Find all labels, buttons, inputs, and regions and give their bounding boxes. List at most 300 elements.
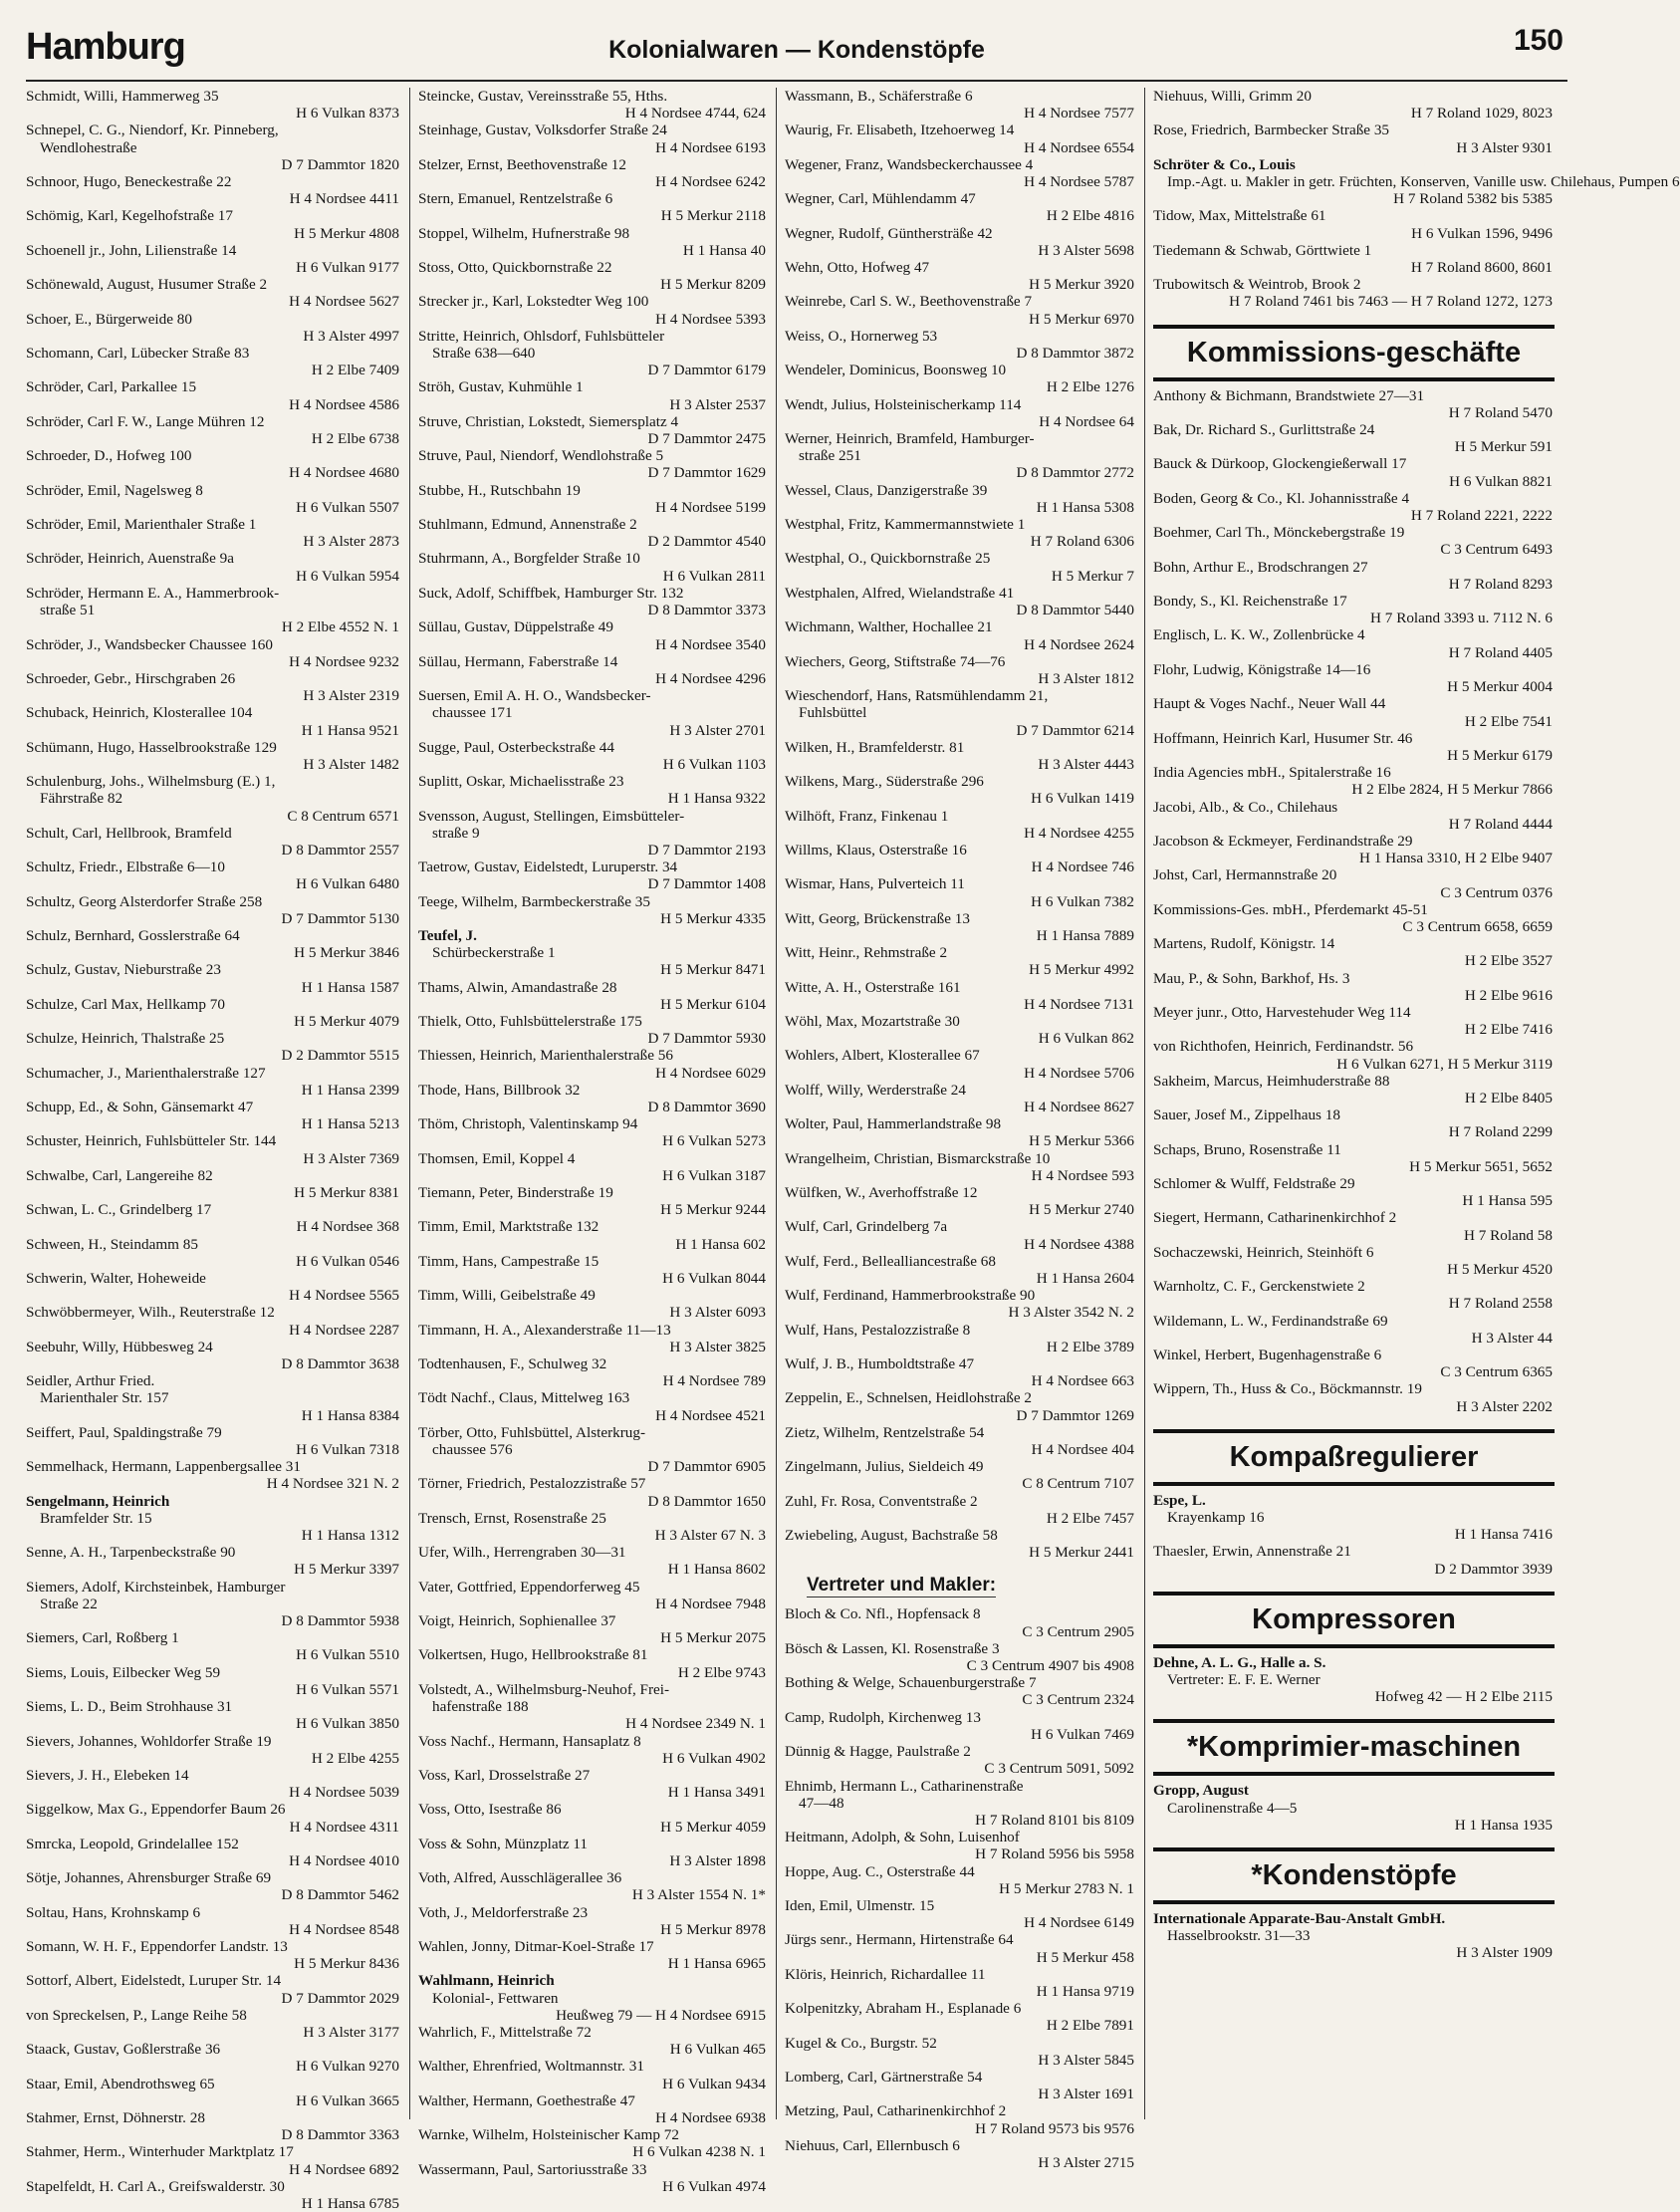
entry-phone: Hofweg 42 — H 2 Elbe 2115 bbox=[1374, 1688, 1553, 1706]
entry-name: Kolpenitzky, Abraham H., Esplanade 6 bbox=[785, 2000, 1022, 2018]
entry-phone: H 6 Vulkan 5507 bbox=[296, 498, 399, 516]
directory-entry bbox=[1153, 833, 1555, 866]
entry-phone: D 7 Dammtor 2029 bbox=[281, 1989, 399, 2007]
entry-name: Wulf, Hans, Pestalozzistraße 8 bbox=[785, 1321, 971, 1339]
entry-name: Schumacher, J., Marienthalerstraße 127 bbox=[26, 1064, 266, 1082]
entry-name: Dünnig & Hagge, Paulstraße 2 bbox=[785, 1743, 971, 1761]
directory-entry bbox=[418, 413, 768, 447]
entry-phone: H 3 Alster 3825 bbox=[669, 1338, 766, 1355]
entry-name: Rose, Friedrich, Barmbecker Straße 35 bbox=[1153, 122, 1390, 139]
directory-entry bbox=[26, 1304, 401, 1338]
entry-name: von Richthofen, Heinrich, Ferdinandstr. 56 bbox=[1153, 1038, 1414, 1056]
directory-entry bbox=[26, 345, 401, 378]
entry-phone: H 5 Merkur 5366 bbox=[1029, 1132, 1134, 1150]
directory-entry bbox=[26, 1801, 401, 1835]
entry-name: Witt, Heinr., Rehmstraße 2 bbox=[785, 944, 948, 962]
directory-entry bbox=[418, 773, 768, 807]
entry-name: Internationale Apparate-Bau-Anstalt GmbH. bbox=[1153, 1910, 1446, 1928]
entry-phone: H 2 Elbe 9616 bbox=[1464, 986, 1553, 1004]
entry-name: Timm, Emil, Marktstraße 132 bbox=[418, 1218, 600, 1236]
entry-name: Suplitt, Oskar, Michaelisstraße 23 bbox=[418, 773, 624, 791]
entry-phone: H 6 Vulkan 3665 bbox=[296, 2091, 399, 2109]
directory-entry bbox=[26, 1201, 401, 1235]
directory-entry bbox=[418, 1218, 768, 1252]
entry-phone: H 3 Alster 2701 bbox=[669, 721, 766, 739]
entry-name: Jacobi, Alb., & Co., Chilehaus bbox=[1153, 798, 1338, 816]
entry-phone: H 6 Vulkan 9434 bbox=[662, 2075, 766, 2092]
entry-name: Westphal, O., Quickbornstraße 25 bbox=[785, 550, 991, 568]
directory-entry bbox=[785, 1322, 1136, 1355]
section-topic: Kolonialwaren — Kondenstöpfe bbox=[608, 36, 985, 64]
entry-name: Suck, Adolf, Schiffbek, Hamburger Str. 132 bbox=[418, 584, 684, 602]
entry-name: Schümann, Hugo, Hasselbrookstraße 129 bbox=[26, 738, 277, 756]
entry-phone: H 3 Alster 7369 bbox=[303, 1149, 399, 1167]
directory-entry bbox=[785, 1287, 1136, 1321]
directory-entry bbox=[26, 1664, 401, 1698]
directory-entry bbox=[418, 1904, 768, 1938]
entry-name: Timmann, H. A., Alexanderstraße 11—13 bbox=[418, 1321, 671, 1339]
column-4 bbox=[1144, 88, 1680, 2119]
directory-entry bbox=[26, 550, 401, 584]
directory-entry bbox=[418, 1801, 768, 1835]
entry-phone: C 3 Centrum 6658, 6659 bbox=[1402, 917, 1553, 935]
entry-phone: H 5 Merkur 9244 bbox=[660, 1201, 766, 1219]
entry-phone: H 1 Hansa 9322 bbox=[667, 790, 766, 808]
directory-entry bbox=[418, 808, 768, 860]
entry-continuation: hafenstraße 188 bbox=[432, 1698, 529, 1716]
entry-phone: H 6 Vulkan 465 bbox=[669, 2041, 766, 2059]
entry-phone: H 1 Hansa 5308 bbox=[1036, 498, 1134, 516]
directory-entry bbox=[785, 1527, 1136, 1561]
directory-entry bbox=[785, 362, 1136, 395]
entry-phone: H 3 Alster 1812 bbox=[1038, 669, 1134, 687]
entry-name: Iden, Emil, Ulmenstr. 15 bbox=[785, 1896, 935, 1914]
entry-phone: H 6 Vulkan 0546 bbox=[296, 1252, 399, 1270]
entry-phone: H 4 Nordsee 663 bbox=[1031, 1372, 1134, 1390]
directory-entry bbox=[418, 653, 768, 687]
page-number: 150 bbox=[1513, 24, 1563, 57]
directory-entry bbox=[26, 739, 401, 773]
entry-phone: H 5 Merkur 4335 bbox=[660, 909, 766, 927]
entry-phone: H 4 Nordsee 4296 bbox=[655, 669, 766, 687]
entry-phone: H 6 Vulkan 7469 bbox=[1031, 1725, 1134, 1743]
entry-phone: D 8 Dammtor 2772 bbox=[1016, 464, 1134, 482]
category-heading: *Komprimier-maschinen bbox=[1153, 1719, 1555, 1776]
directory-entry bbox=[26, 1733, 401, 1767]
directory-entry bbox=[418, 1184, 768, 1218]
directory-entry bbox=[1153, 970, 1555, 1004]
directory-entry bbox=[785, 1013, 1136, 1047]
directory-entry bbox=[785, 739, 1136, 773]
entry-phone: H 3 Alster 2202 bbox=[1456, 1397, 1553, 1415]
entry-name: Svensson, August, Stellingen, Eimsbütteler- bbox=[418, 807, 685, 825]
directory-entry bbox=[1153, 276, 1555, 310]
entry-name: Schlomer & Wulff, Feldstraße 29 bbox=[1153, 1174, 1355, 1192]
directory-entry bbox=[785, 1743, 1136, 1777]
entry-phone: D 8 Dammtor 2557 bbox=[281, 841, 399, 859]
entry-name: Winkel, Herbert, Bugenhagenstraße 6 bbox=[1153, 1347, 1382, 1364]
entry-name: Witte, A. H., Osterstraße 161 bbox=[785, 978, 961, 996]
entry-phone: H 4 Nordsee 2287 bbox=[289, 1321, 399, 1339]
directory-entry bbox=[785, 1829, 1136, 1862]
entry-phone: H 1 Hansa 9719 bbox=[1036, 1982, 1134, 2000]
entry-name: Schröder, J., Wandsbecker Chaussee 160 bbox=[26, 635, 273, 653]
entry-name: Weinrebe, Carl S. W., Beethovenstraße 7 bbox=[785, 293, 1033, 311]
entry-phone: D 8 Dammtor 3690 bbox=[647, 1098, 766, 1115]
directory-entry bbox=[26, 1099, 401, 1132]
entry-name: Schröder, Emil, Nagelsweg 8 bbox=[26, 481, 203, 499]
entry-phone: H 2 Elbe 7541 bbox=[1464, 712, 1553, 730]
entry-phone: C 3 Centrum 2324 bbox=[1022, 1691, 1134, 1709]
page-header bbox=[26, 22, 1567, 82]
directory-entry bbox=[785, 156, 1136, 190]
directory-entry bbox=[26, 1493, 401, 1545]
entry-phone: H 7 Roland 8101 bis 8109 bbox=[975, 1811, 1134, 1829]
directory-entry bbox=[418, 618, 768, 652]
entry-name: Schoenell jr., John, Lilienstraße 14 bbox=[26, 241, 237, 259]
entry-name: Thiessen, Heinrich, Marienthalerstraße 56 bbox=[418, 1047, 673, 1065]
entry-phone: H 6 Vulkan 6271, H 5 Merkur 3119 bbox=[1336, 1055, 1553, 1073]
entry-name: Schulz, Gustav, Nieburstraße 23 bbox=[26, 961, 221, 979]
entry-name: Niehuus, Willi, Grimm 20 bbox=[1153, 88, 1312, 105]
directory-entry bbox=[26, 311, 401, 345]
entry-name: Stelzer, Ernst, Beethovenstraße 12 bbox=[418, 155, 626, 173]
entry-phone: H 6 Vulkan 7318 bbox=[296, 1441, 399, 1459]
entry-name: Struve, Christian, Lokstedt, Siemersplatz 4 bbox=[418, 412, 679, 430]
directory-entry bbox=[1153, 866, 1555, 900]
entry-phone: H 2 Elbe 3527 bbox=[1464, 952, 1553, 970]
entry-phone: C 8 Centrum 7107 bbox=[1022, 1475, 1134, 1493]
entry-continuation: Straße 638—640 bbox=[432, 345, 536, 363]
entry-phone: H 5 Merkur 3920 bbox=[1029, 276, 1134, 294]
entry-phone: D 8 Dammtor 3638 bbox=[281, 1355, 399, 1373]
entry-phone: D 7 Dammtor 1408 bbox=[647, 875, 766, 893]
entry-name: Sakheim, Marcus, Heimhuderstraße 88 bbox=[1153, 1072, 1390, 1090]
entry-phone: H 4 Nordsee 4744, 624 bbox=[624, 105, 766, 123]
entry-name: Werner, Heinrich, Bramfeld, Hamburger- bbox=[785, 430, 1035, 448]
directory-entry bbox=[418, 927, 768, 979]
entry-name: Schult, Carl, Hellbrook, Bramfeld bbox=[26, 824, 232, 842]
entry-phone: H 2 Elbe 7457 bbox=[1046, 1509, 1134, 1527]
directory-entry bbox=[785, 1115, 1136, 1149]
directory-entry bbox=[26, 2041, 401, 2075]
entry-name: Schwöbbermeyer, Wilh., Reuterstraße 12 bbox=[26, 1304, 275, 1322]
entry-phone: H 1 Hansa 1935 bbox=[1454, 1816, 1553, 1834]
entry-name: Wilkens, Marg., Süderstraße 296 bbox=[785, 773, 984, 791]
directory-entry bbox=[26, 2007, 401, 2041]
entry-continuation: chaussee 576 bbox=[432, 1441, 513, 1459]
entry-name: Flohr, Ludwig, Königstraße 14—16 bbox=[1153, 660, 1371, 678]
entry-name: Törber, Otto, Fuhlsbüttel, Alsterkrug- bbox=[418, 1423, 646, 1441]
directory-entry bbox=[418, 979, 768, 1013]
directory-entry bbox=[785, 550, 1136, 584]
directory-entry bbox=[1153, 661, 1555, 695]
directory-entry bbox=[1153, 935, 1555, 969]
entry-phone: H 6 Vulkan 862 bbox=[1038, 1030, 1134, 1048]
directory-entry bbox=[785, 225, 1136, 259]
entry-name: Bak, Dr. Richard S., Gurlittstraße 24 bbox=[1153, 421, 1375, 439]
directory-entry bbox=[785, 585, 1136, 618]
entry-name: Wahlen, Jonny, Ditmar-Koel-Straße 17 bbox=[418, 1937, 654, 1955]
directory-entry bbox=[418, 328, 768, 379]
entry-name: Stuhlmann, Edmund, Annenstraße 2 bbox=[418, 516, 637, 534]
directory-entry bbox=[1153, 1004, 1555, 1038]
directory-entry bbox=[785, 430, 1136, 482]
directory-entry bbox=[1153, 455, 1555, 489]
directory-entry bbox=[785, 122, 1136, 155]
entry-name: Staack, Gustav, Goßlerstraße 36 bbox=[26, 2041, 221, 2059]
directory-entry bbox=[785, 979, 1136, 1013]
directory-entry bbox=[418, 88, 768, 122]
directory-entry bbox=[26, 88, 401, 122]
entry-phone: H 6 Vulkan 5273 bbox=[662, 1132, 766, 1150]
entry-phone: H 4 Nordsee 5199 bbox=[655, 498, 766, 516]
entry-continuation: Vertreter: E. F. E. Werner bbox=[1167, 1671, 1320, 1689]
directory-entry bbox=[26, 2076, 401, 2109]
entry-name: Schaps, Bruno, Rosenstraße 11 bbox=[1153, 1140, 1341, 1158]
directory-entry bbox=[26, 585, 401, 636]
entry-phone: D 8 Dammtor 5462 bbox=[281, 1886, 399, 1904]
entry-phone: D 2 Dammtor 5515 bbox=[281, 1047, 399, 1065]
entry-phone: H 4 Nordsee 404 bbox=[1031, 1441, 1134, 1459]
entry-phone: H 4 Nordsee 4255 bbox=[1024, 824, 1134, 842]
directory-entry bbox=[418, 2126, 768, 2160]
entry-continuation: Hasselbrookstr. 31—33 bbox=[1167, 1927, 1311, 1945]
entry-list bbox=[1153, 1782, 1555, 1834]
directory-entry bbox=[418, 1355, 768, 1389]
directory-entry bbox=[26, 961, 401, 995]
entry-phone: D 7 Dammtor 6179 bbox=[647, 362, 766, 379]
entry-phone: H 7 Roland 4405 bbox=[1448, 643, 1553, 661]
directory-entry bbox=[418, 156, 768, 190]
entry-name: Siems, L. D., Beim Strohhause 31 bbox=[26, 1698, 233, 1716]
directory-entry bbox=[785, 1424, 1136, 1458]
entry-name: Walther, Ehrenfried, Woltmannstr. 31 bbox=[418, 2058, 644, 2076]
directory-entry bbox=[418, 1253, 768, 1287]
directory-entry bbox=[418, 1389, 768, 1423]
directory-entry bbox=[785, 1150, 1136, 1184]
directory-entry bbox=[26, 636, 401, 670]
entry-name: Kommissions-Ges. mbH., Pferdemarkt 45-51 bbox=[1153, 900, 1428, 918]
entry-phone: C 3 Centrum 5091, 5092 bbox=[984, 1760, 1134, 1778]
directory-entry bbox=[418, 1681, 768, 1733]
entry-phone: H 1 Hansa 2604 bbox=[1036, 1270, 1134, 1288]
directory-entry bbox=[1153, 1347, 1555, 1380]
entry-phone: D 2 Dammtor 3939 bbox=[1434, 1560, 1553, 1578]
entry-phone: H 6 Vulkan 4238 N. 1 bbox=[632, 2143, 766, 2161]
entry-name: Weiss, O., Hornerweg 53 bbox=[785, 327, 938, 345]
entry-phone: H 5 Merkur 3397 bbox=[294, 1561, 399, 1579]
directory-entry bbox=[26, 1767, 401, 1801]
directory-entry bbox=[418, 1475, 768, 1509]
entry-phone: H 1 Hansa 8384 bbox=[301, 1406, 399, 1424]
entry-phone: H 6 Vulkan 1596, 9496 bbox=[1411, 224, 1553, 242]
entry-name: Schönewald, August, Husumer Straße 2 bbox=[26, 276, 268, 294]
directory-entry bbox=[26, 1629, 401, 1663]
entry-name: Senne, A. H., Tarpenbeckstraße 90 bbox=[26, 1544, 236, 1562]
directory-entry bbox=[1153, 593, 1555, 626]
column-2 bbox=[409, 88, 776, 2195]
directory-entry bbox=[418, 1082, 768, 1115]
directory-entry bbox=[785, 1047, 1136, 1081]
entry-name: Schulze, Heinrich, Thalstraße 25 bbox=[26, 1030, 225, 1048]
entry-name: Zingelmann, Julius, Sieldeich 49 bbox=[785, 1458, 984, 1476]
entry-name: Wessel, Claus, Danzigerstraße 39 bbox=[785, 481, 988, 499]
entry-name: Sottorf, Albert, Eidelstedt, Luruper Str. 14 bbox=[26, 1972, 282, 1990]
entry-phone: H 5 Merkur 6104 bbox=[660, 995, 766, 1013]
directory-entry bbox=[1153, 626, 1555, 660]
directory-entry bbox=[26, 2109, 401, 2143]
directory-entry bbox=[1153, 1141, 1555, 1175]
directory-entry bbox=[26, 704, 401, 738]
entry-phone: C 8 Centrum 6571 bbox=[287, 807, 399, 825]
directory-entry bbox=[1153, 1910, 1555, 1962]
entry-phone: D 8 Dammtor 5440 bbox=[1016, 602, 1134, 619]
entry-continuation: chaussee 171 bbox=[432, 704, 513, 722]
entry-name: Schween, H., Steindamm 85 bbox=[26, 1235, 198, 1253]
entry-name: Stapelfeldt, H. Carl A., Greifswalderstr. 30 bbox=[26, 2177, 285, 2195]
entry-continuation: 47—48 bbox=[799, 1794, 844, 1812]
entry-name: Kugel & Co., Burgstr. 52 bbox=[785, 2034, 937, 2052]
entry-list bbox=[1153, 1910, 1555, 1962]
entry-name: Zietz, Wilhelm, Rentzelstraße 54 bbox=[785, 1423, 985, 1441]
columns bbox=[26, 88, 1680, 2212]
directory-entry bbox=[1153, 242, 1555, 276]
directory-entry bbox=[26, 1236, 401, 1270]
entry-phone: H 4 Nordsee 4311 bbox=[289, 1818, 399, 1836]
directory-entry bbox=[1153, 730, 1555, 764]
directory-entry bbox=[26, 1065, 401, 1099]
entry-name: Mau, P., & Sohn, Barkhof, Hs. 3 bbox=[1153, 969, 1350, 987]
directory-entry bbox=[785, 944, 1136, 978]
directory-entry bbox=[785, 842, 1136, 875]
directory-entry bbox=[418, 447, 768, 481]
entry-name: Wassmann, B., Schäferstraße 6 bbox=[785, 88, 973, 105]
entry-name: Schulenburg, Johs., Wilhelmsburg (E.) 1, bbox=[26, 773, 276, 791]
directory-entry bbox=[418, 259, 768, 293]
entry-name: Schroeder, D., Hofweg 100 bbox=[26, 447, 192, 465]
entry-phone: H 3 Alster 2873 bbox=[303, 533, 399, 551]
directory-entry bbox=[785, 1605, 1136, 1639]
directory-entry bbox=[418, 190, 768, 224]
directory-entry bbox=[1153, 559, 1555, 593]
entry-name: Schwalbe, Carl, Langereihe 82 bbox=[26, 1166, 213, 1184]
directory-entry bbox=[785, 1253, 1136, 1287]
entry-name: Schultz, Georg Alsterdorfer Straße 258 bbox=[26, 892, 263, 910]
entry-list bbox=[1153, 88, 1680, 311]
directory-entry bbox=[418, 550, 768, 584]
directory-entry bbox=[785, 2000, 1136, 2034]
entry-phone: H 4 Nordsee 4010 bbox=[289, 1851, 399, 1869]
entry-phone: H 1 Hansa 9521 bbox=[301, 721, 399, 739]
entry-phone: D 7 Dammtor 1629 bbox=[647, 464, 766, 482]
directory-entry bbox=[418, 1938, 768, 1972]
directory-entry bbox=[26, 1904, 401, 1938]
entry-name: Timm, Hans, Campestraße 15 bbox=[418, 1252, 600, 1270]
entry-name: Vater, Gottfried, Eppendorferweg 45 bbox=[418, 1578, 640, 1596]
directory-entry bbox=[785, 1184, 1136, 1218]
entry-phone: H 2 Elbe 2824, H 5 Merkur 7866 bbox=[1351, 781, 1553, 799]
directory-entry bbox=[418, 1579, 768, 1612]
entry-phone: H 7 Roland 2221, 2222 bbox=[1410, 507, 1553, 525]
entry-phone: D 7 Dammtor 5930 bbox=[647, 1030, 766, 1048]
entry-name: Schulze, Carl Max, Hellkamp 70 bbox=[26, 995, 225, 1013]
entry-phone: H 7 Roland 8600, 8601 bbox=[1410, 259, 1553, 277]
directory-entry bbox=[1153, 1782, 1555, 1834]
entry-phone: H 4 Nordsee 4680 bbox=[289, 464, 399, 482]
entry-name: Wulf, Carl, Grindelberg 7a bbox=[785, 1218, 948, 1236]
directory-entry bbox=[1153, 764, 1555, 798]
entry-name: Hoppe, Aug. C., Osterstraße 44 bbox=[785, 1862, 975, 1880]
entry-phone: C 3 Centrum 4907 bis 4908 bbox=[966, 1657, 1134, 1675]
entry-continuation: Imp.-Agt. u. Makler in getr. Früchten, Konserven, Vanille usw. Chilehaus, Pumpen 6 bbox=[1167, 173, 1680, 191]
directory-entry bbox=[1153, 1209, 1555, 1243]
directory-entry bbox=[1153, 1380, 1555, 1414]
entry-phone: H 4 Nordsee 5787 bbox=[1024, 173, 1134, 191]
entry-phone: H 4 Nordsee 2624 bbox=[1024, 635, 1134, 653]
directory-entry bbox=[418, 739, 768, 773]
entry-phone: H 4 Nordsee 5565 bbox=[289, 1287, 399, 1305]
directory-entry bbox=[1153, 88, 1555, 122]
entry-name: Schömig, Karl, Kegelhofstraße 17 bbox=[26, 207, 233, 225]
entry-name: Sauer, Josef M., Zippelhaus 18 bbox=[1153, 1106, 1340, 1124]
entry-name: Tiemann, Peter, Binderstraße 19 bbox=[418, 1184, 613, 1201]
entry-name: Johst, Carl, Hermannstraße 20 bbox=[1153, 866, 1337, 884]
entry-name: Westphal, Fritz, Kammermannstwiete 1 bbox=[785, 516, 1026, 534]
entry-phone: H 6 Vulkan 5510 bbox=[296, 1646, 399, 1664]
entry-name: Voss, Otto, Isestraße 86 bbox=[418, 1801, 562, 1819]
entry-phone: H 5 Merkur 3846 bbox=[294, 944, 399, 962]
directory-entry bbox=[418, 1047, 768, 1081]
directory-entry bbox=[418, 1424, 768, 1476]
entry-phone: H 6 Vulkan 5954 bbox=[296, 567, 399, 585]
entry-phone: D 7 Dammtor 5130 bbox=[281, 909, 399, 927]
entry-name: Wiechers, Georg, Stiftstraße 74—76 bbox=[785, 652, 1006, 670]
entry-name: Schröter & Co., Louis bbox=[1153, 155, 1296, 173]
directory-entry bbox=[26, 276, 401, 310]
entry-name: Schnepel, C. G., Niendorf, Kr. Pinneberg, bbox=[26, 122, 279, 139]
directory-entry bbox=[418, 859, 768, 892]
entry-phone: H 7 Roland 2558 bbox=[1448, 1295, 1553, 1313]
entry-name: Haupt & Voges Nachf., Neuer Wall 44 bbox=[1153, 695, 1386, 713]
entry-phone: D 8 Dammtor 1650 bbox=[647, 1492, 766, 1510]
entry-name: Zuhl, Fr. Rosa, Conventstraße 2 bbox=[785, 1492, 978, 1510]
entry-name: Ufer, Wilh., Herrengraben 30—31 bbox=[418, 1544, 626, 1562]
entry-phone: C 3 Centrum 6365 bbox=[1440, 1363, 1553, 1381]
directory-entry bbox=[785, 259, 1136, 293]
entry-phone: H 3 Alster 2715 bbox=[1038, 2153, 1134, 2171]
entry-name: Struve, Paul, Niendorf, Wendlohstraße 5 bbox=[418, 447, 664, 465]
entry-name: Süllau, Gustav, Düppelstraße 49 bbox=[418, 618, 613, 636]
entry-name: Voigt, Heinrich, Sophienallee 37 bbox=[418, 1612, 616, 1630]
entry-phone: H 5 Merkur 7 bbox=[1051, 567, 1134, 585]
entry-name: Trensch, Ernst, Rosenstraße 25 bbox=[418, 1509, 606, 1527]
directory-entry bbox=[785, 1966, 1136, 2000]
entry-name: Wöhl, Max, Mozartstraße 30 bbox=[785, 1012, 960, 1030]
entry-phone: H 6 Vulkan 7382 bbox=[1031, 892, 1134, 910]
entry-list bbox=[1153, 1492, 1555, 1578]
directory-entry bbox=[785, 1778, 1136, 1830]
directory-entry bbox=[1153, 1175, 1555, 1209]
entry-name: Thöm, Christoph, Valentinskamp 94 bbox=[418, 1115, 638, 1133]
entry-phone: H 4 Nordsee 4586 bbox=[289, 395, 399, 413]
entry-phone: H 6 Vulkan 8373 bbox=[296, 105, 399, 123]
entry-name: Willms, Klaus, Osterstraße 16 bbox=[785, 841, 967, 859]
entry-phone: H 5 Merkur 6970 bbox=[1029, 310, 1134, 328]
entry-phone: H 4 Nordsee 6242 bbox=[655, 173, 766, 191]
entry-phone: H 4 Nordsee 6892 bbox=[289, 2160, 399, 2178]
directory-entry bbox=[26, 1167, 401, 1201]
